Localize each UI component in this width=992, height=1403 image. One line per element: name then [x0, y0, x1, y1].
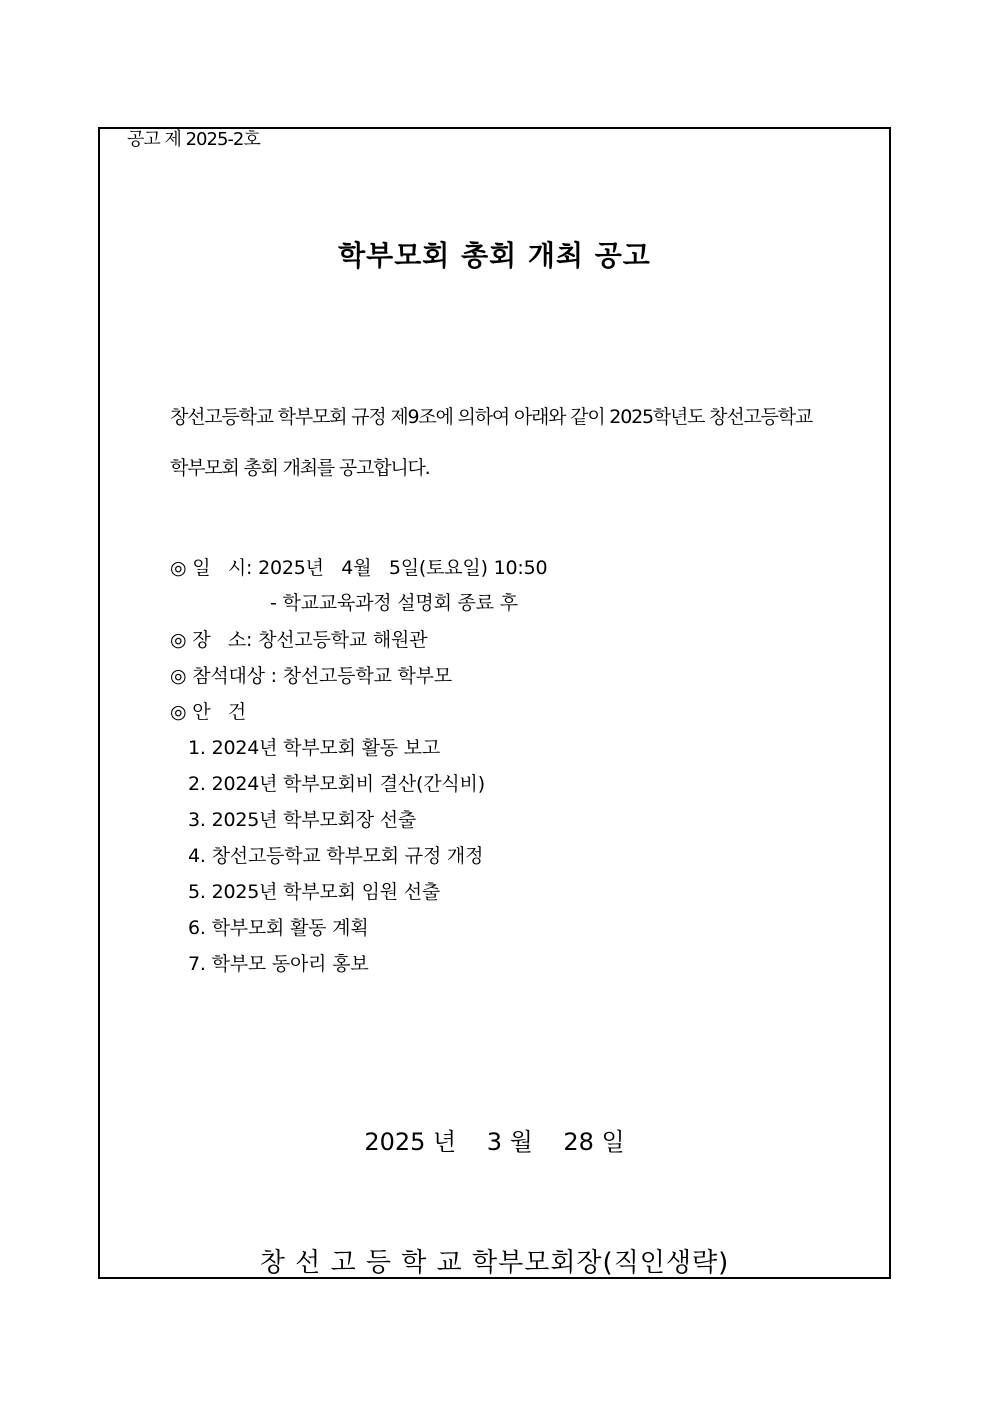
intro-line-1: 창선고등학교 학부모회 규정 제9조에 의하여 아래와 같이 2025학년도 창선고등학교 [170, 406, 813, 428]
announcement-date: 2025 년 3 월 28 일 [364, 1128, 625, 1156]
detail-place: ◎ 장 소: 창선고등학교 해원관 [170, 629, 428, 651]
agenda-item: 7. 학부모 동아리 홍보 [188, 953, 369, 975]
detail-attendees: ◎ 참석대상 : 창선고등학교 학부모 [170, 665, 452, 687]
agenda-item: 3. 2025년 학부모회장 선출 [188, 809, 417, 831]
agenda-item: 2. 2024년 학부모회비 결산(간식비) [188, 773, 485, 795]
intro-line-2: 학부모회 총회 개최를 공고합니다. [170, 457, 430, 479]
detail-datetime-note: - 학교교육과정 설명회 종료 후 [270, 592, 518, 614]
agenda-heading: ◎ 안 건 [170, 701, 247, 723]
signature: 창 선 고 등 학 교 학부모회장(직인생략) [259, 1248, 730, 1278]
agenda-item: 6. 학부모회 활동 계획 [188, 917, 369, 939]
agenda-item: 1. 2024년 학부모회 활동 보고 [188, 737, 441, 759]
detail-datetime: ◎ 일 시: 2025년 4월 5일(토요일) 10:50 [170, 557, 548, 579]
agenda-item: 4. 창선고등학교 학부모회 규정 개정 [188, 845, 484, 867]
page-title: 학부모회 총회 개최 공고 [338, 239, 651, 272]
notice-number: 공고 제 2025-2호 [127, 129, 260, 150]
agenda-item: 5. 2025년 학부모회 임원 선출 [188, 881, 441, 903]
